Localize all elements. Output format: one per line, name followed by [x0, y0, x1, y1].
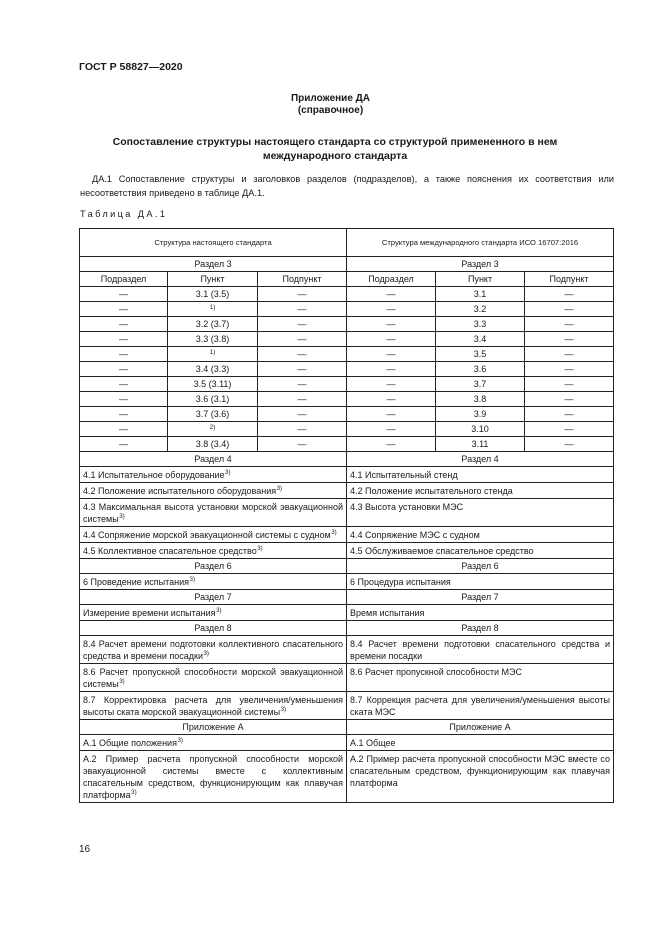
col-item-left: Пункт — [168, 272, 258, 287]
national-subitem-cell: — — [258, 317, 347, 332]
international-clause-cell: 4.1 Испытательный стенд — [347, 467, 614, 483]
footnote-ref: 3) — [276, 485, 283, 492]
international-subitem-cell: — — [525, 347, 614, 362]
national-subitem-cell: — — [258, 362, 347, 377]
section-title-line2: международного стандарта — [262, 149, 408, 162]
table-label: Таблица ДА.1 — [80, 209, 168, 219]
section-row — [80, 720, 614, 735]
national-item-cell: 1) — [168, 347, 258, 362]
table-row — [80, 362, 614, 377]
international-subitem-cell: — — [525, 332, 614, 347]
national-subitem-cell: — — [258, 332, 347, 347]
international-item-cell: 3.8 — [436, 392, 525, 407]
footnote-ref: 3) — [189, 576, 196, 583]
col-item-right: Пункт — [436, 272, 525, 287]
national-subsection-cell: — — [80, 287, 168, 302]
table-row — [80, 735, 614, 751]
international-item-cell: 3.1 — [436, 287, 525, 302]
national-subitem-cell: — — [258, 347, 347, 362]
footnote-ref: 3) — [119, 678, 125, 685]
national-subitem-cell: — — [258, 302, 347, 317]
national-clause-text: 4.3 Максимальная высота установки морской эвакуационной системы — [83, 501, 344, 524]
national-subsection-cell: — — [80, 437, 168, 452]
section-label-right: Раздел 7 — [347, 590, 614, 605]
table-row — [80, 751, 614, 803]
footnote-ref: 3) — [225, 469, 231, 476]
national-clause-cell — [80, 605, 347, 621]
international-clause-cell: 8.7 Коррекция расчета для увеличения/уменьшения высоты ската МЭС — [347, 692, 614, 720]
national-clause-cell — [80, 543, 347, 559]
international-clause-cell: 8.4 Расчет времени подготовки спасательного средства и времени посадки — [347, 636, 614, 664]
national-item-cell: 3.1 (3.5) — [168, 287, 258, 302]
national-item-cell: 3.6 (3.1) — [168, 392, 258, 407]
national-clause-text: 4.1 Испытательное оборудование — [83, 469, 225, 480]
national-clause-text: 6 Проведение испытания — [83, 576, 190, 587]
international-item-cell: 3.9 — [436, 407, 525, 422]
table-row — [80, 574, 614, 590]
national-clause-cell — [80, 664, 347, 692]
national-clause-text: 4.4 Сопряжение морской эвакуационной системы с судном — [83, 529, 331, 540]
section-label-left: Приложение А — [80, 720, 347, 735]
table-row — [80, 287, 614, 302]
section-row — [80, 590, 614, 605]
international-subitem-cell: — — [525, 437, 614, 452]
section-title-line1: Сопоставление структуры настоящего стандарта со структурой примененного в нем — [112, 136, 558, 148]
international-subsection-cell: — — [347, 347, 436, 362]
international-item-cell: 3.3 — [436, 317, 525, 332]
international-subsection-cell: — — [347, 302, 436, 317]
international-item-cell: 3.6 — [436, 362, 525, 377]
national-clause-cell — [80, 636, 347, 664]
national-item-cell: 3.8 (3.4) — [168, 437, 258, 452]
footnote-ref: 3) — [177, 737, 183, 744]
national-subitem-cell: — — [258, 377, 347, 392]
table-row — [80, 377, 614, 392]
footnote-ref: 3) — [280, 706, 287, 713]
international-subitem-cell: — — [525, 407, 614, 422]
col-subitem-right: Подпункт — [525, 272, 614, 287]
national-subitem-cell: — — [258, 422, 347, 437]
national-clause-cell — [80, 527, 347, 543]
international-subsection-cell: — — [347, 332, 436, 347]
national-clause-cell — [80, 574, 347, 590]
national-subsection-cell: — — [80, 332, 168, 347]
national-clause-text: 8.7 Корректировка расчета для увеличения/уменьшения высоты ската морской эвакуационной системы — [83, 694, 344, 717]
international-clause-cell: 8.6 Расчет пропускной способности МЭС — [347, 664, 614, 692]
table-row — [80, 407, 614, 422]
national-subsection-cell: — — [80, 317, 168, 332]
section-label-left: Раздел 3 — [80, 257, 347, 272]
section-row — [80, 559, 614, 574]
national-item-cell: 3.4 (3.3) — [168, 362, 258, 377]
international-clause-cell: 4.2 Положение испытательного стенда — [347, 483, 614, 499]
national-subsection-cell: — — [80, 422, 168, 437]
international-subsection-cell: — — [347, 287, 436, 302]
header-international-structure: Структура международного стандарта ИСО 16707:2016 — [347, 229, 614, 257]
table-row — [80, 332, 614, 347]
national-item-cell: 3.5 (3.11) — [168, 377, 258, 392]
national-subitem-cell: — — [258, 407, 347, 422]
international-item-cell: 3.2 — [436, 302, 525, 317]
international-clause-cell: 4.3 Высота установки МЭС — [347, 499, 614, 527]
section-row — [80, 257, 614, 272]
section-label-right: Раздел 4 — [347, 452, 614, 467]
section-label-right: Раздел 8 — [347, 621, 614, 636]
national-clause-text: 8.4 Расчет времени подготовки коллективного спасательного средства и времени посадки — [83, 638, 344, 661]
col-subsection-left: Подраздел — [80, 272, 168, 287]
national-item-cell: 3.3 (3.8) — [168, 332, 258, 347]
national-clause-cell — [80, 735, 347, 751]
international-subsection-cell: — — [347, 392, 436, 407]
table-row — [80, 636, 614, 664]
table-row — [80, 605, 614, 621]
international-subitem-cell: — — [525, 392, 614, 407]
table-row — [80, 347, 614, 362]
national-clause-text: А.2 Пример расчета пропускной способности морской эвакуационной системы вместе с коллективным спасательным средством, функционирующим как плавучая платформа — [83, 753, 344, 800]
table-row — [80, 317, 614, 332]
table-row — [80, 437, 614, 452]
international-subsection-cell: — — [347, 407, 436, 422]
footnote-ref: 3) — [331, 529, 337, 536]
international-subsection-cell: — — [347, 377, 436, 392]
national-subsection-cell: — — [80, 362, 168, 377]
table-row — [80, 664, 614, 692]
section-label-left: Раздел 8 — [80, 621, 347, 636]
international-subitem-cell: — — [525, 422, 614, 437]
table-header-row — [80, 229, 614, 257]
footnote-ref: 3) — [203, 650, 209, 657]
section-label-left: Раздел 6 — [80, 559, 347, 574]
national-subitem-cell: — — [258, 392, 347, 407]
national-clause-text: А.1 Общие положения — [83, 737, 177, 748]
footnote-ref: 3) — [257, 545, 263, 552]
international-item-cell: 3.11 — [436, 437, 525, 452]
column-header-row — [80, 272, 614, 287]
international-subsection-cell: — — [347, 437, 436, 452]
national-clause-cell — [80, 467, 347, 483]
appendix-title: Приложение ДА — [290, 93, 371, 104]
international-subsection-cell: — — [347, 362, 436, 377]
international-item-cell: 3.7 — [436, 377, 525, 392]
national-subsection-cell: — — [80, 407, 168, 422]
international-clause-cell: 6 Процедура испытания — [347, 574, 614, 590]
international-clause-cell: 4.4 Сопряжение МЭС с судном — [347, 527, 614, 543]
national-subsection-cell: — — [80, 377, 168, 392]
international-clause-cell: А.1 Общее — [347, 735, 614, 751]
international-clause-cell: Время испытания — [347, 605, 614, 621]
comparison-table-body — [80, 229, 614, 803]
international-subsection-cell: — — [347, 422, 436, 437]
col-subsection-right: Подраздел — [347, 272, 436, 287]
col-subitem-left: Подпункт — [258, 272, 347, 287]
national-item-cell: 3.7 (3.6) — [168, 407, 258, 422]
international-subitem-cell: — — [525, 302, 614, 317]
international-subitem-cell: — — [525, 317, 614, 332]
national-subsection-cell: — — [80, 347, 168, 362]
international-item-cell: 3.10 — [436, 422, 525, 437]
section-label-right: Приложение А — [347, 720, 614, 735]
national-item-cell: 2) — [168, 422, 258, 437]
footnote-ref: 3) — [131, 789, 137, 796]
international-subitem-cell: — — [525, 362, 614, 377]
international-clause-cell: А.2 Пример расчета пропускной способности МЭС вместе со спасательным средством, функционирующим как плавучая платформа — [347, 751, 614, 803]
table-row — [80, 467, 614, 483]
international-subitem-cell: — — [525, 377, 614, 392]
international-subitem-cell: — — [525, 287, 614, 302]
section-label-left: Раздел 7 — [80, 590, 347, 605]
national-clause-cell — [80, 751, 347, 803]
table-row — [80, 543, 614, 559]
table-row — [80, 392, 614, 407]
section-label-left: Раздел 4 — [80, 452, 347, 467]
section-label-right: Раздел 6 — [347, 559, 614, 574]
footnote-ref: 3) — [216, 607, 222, 614]
national-clause-text: 8.6 Расчет пропускной способности морской эвакуационной системы — [83, 666, 344, 689]
national-subitem-cell: — — [258, 437, 347, 452]
national-clause-cell — [80, 499, 347, 527]
national-clause-text: 4.5 Коллективное спасательное средство — [83, 545, 257, 556]
table-row — [80, 302, 614, 317]
international-clause-cell: 4.5 Обслуживаемое спасательное средство — [347, 543, 614, 559]
national-clause-text: 4.2 Положение испытательного оборудования — [83, 485, 277, 496]
footnote-ref: 3) — [119, 513, 125, 520]
national-subitem-cell: — — [258, 287, 347, 302]
national-clause-text: Измерение времени испытания — [83, 607, 216, 618]
appendix-subtitle: (справочное) — [297, 105, 364, 116]
table-row — [80, 499, 614, 527]
section-title — [90, 136, 580, 163]
section-row — [80, 621, 614, 636]
intro-paragraph: ДА.1 Сопоставление структуры и заголовков разделов (подразделов), а также пояснения их соответствия или несоответствия приведено в таблице ДА.1. — [80, 174, 614, 198]
section-row — [80, 452, 614, 467]
national-item-cell: 1) — [168, 302, 258, 317]
international-item-cell: 3.5 — [436, 347, 525, 362]
comparison-table — [79, 228, 614, 803]
header-national-structure: Структура настоящего стандарта — [80, 229, 347, 257]
table-row — [80, 483, 614, 499]
national-item-cell: 3.2 (3.7) — [168, 317, 258, 332]
table-row — [80, 422, 614, 437]
document-code: ГОСТ Р 58827—2020 — [79, 61, 183, 73]
national-clause-cell — [80, 483, 347, 499]
table-row — [80, 692, 614, 720]
international-item-cell: 3.4 — [436, 332, 525, 347]
national-subsection-cell: — — [80, 392, 168, 407]
table-row — [80, 527, 614, 543]
page-number: 16 — [79, 844, 91, 855]
national-clause-cell — [80, 692, 347, 720]
section-label-right: Раздел 3 — [347, 257, 614, 272]
national-subsection-cell: — — [80, 302, 168, 317]
international-subsection-cell: — — [347, 317, 436, 332]
